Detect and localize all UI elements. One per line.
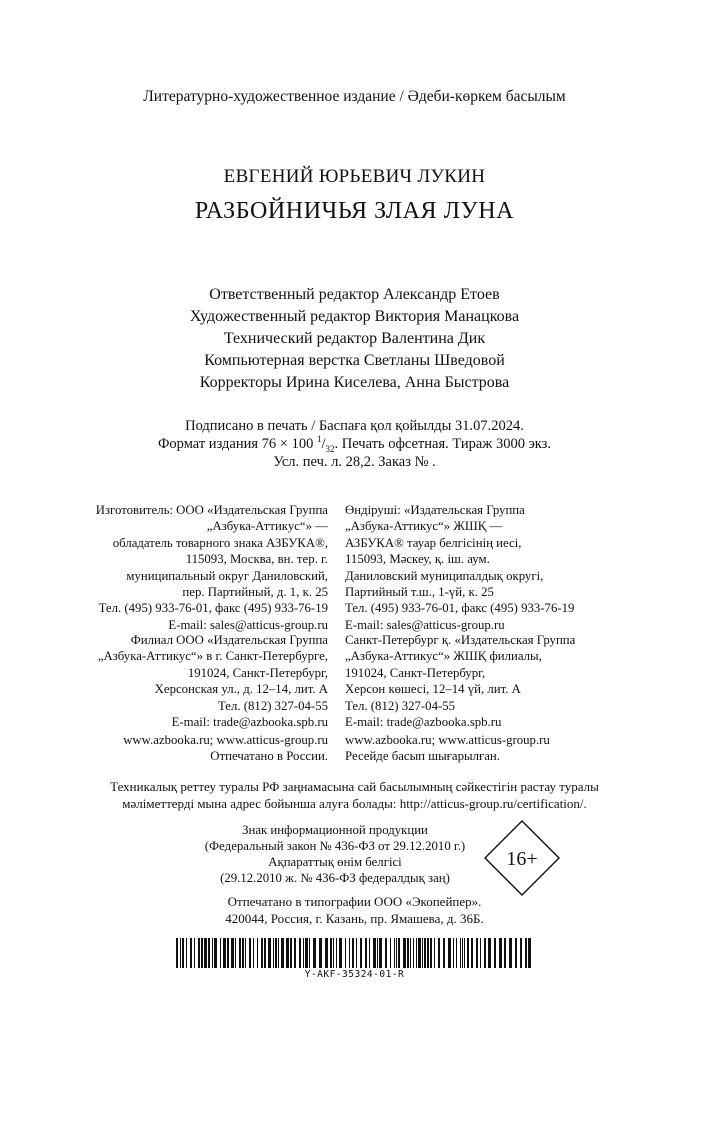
- manufacturer-kz: [345, 502, 574, 633]
- web-kz: [345, 732, 550, 765]
- barcode-bar: [345, 938, 346, 968]
- text-line: мәліметтерді мына адрес бойынша алуға болады: http://atticus-group.ru/certification/.: [122, 795, 587, 811]
- barcode-bar: [480, 938, 481, 968]
- barcode-text: Y-AKF-35324-01-R: [304, 969, 405, 980]
- text-line: Тел. (812) 327-04-55: [217, 698, 328, 713]
- barcode-bar: [182, 938, 184, 968]
- barcode-bar: [273, 938, 274, 968]
- text-line: Изготовитель: ООО «Издательская Группа: [95, 503, 328, 517]
- text-line: „Азбука-Аттикус“» в г. Санкт-Петербурге,: [97, 649, 328, 664]
- barcode-bar: [369, 938, 370, 968]
- barcode-bar: [186, 938, 187, 968]
- text-line: E-mail: trade@azbooka.spb.ru: [345, 715, 502, 730]
- barcode-bar: [515, 938, 517, 968]
- text-line: Тел. (495) 933-76-01, факс (495) 933-76-19: [345, 601, 575, 616]
- barcode-bar: [319, 938, 322, 968]
- barcode-bar: [190, 938, 192, 968]
- barcode-bar: [434, 938, 435, 968]
- text-line: 115093, Москва, вн. тер. г.: [185, 552, 328, 567]
- barcode-bar: [333, 938, 334, 968]
- credit-line: Ответственный редактор Александр Етоев: [209, 286, 500, 303]
- barcode-bar: [235, 938, 236, 968]
- barcode-bar: [520, 938, 522, 968]
- print-info: [0, 417, 709, 471]
- barcode-bar: [356, 938, 357, 968]
- barcode-bar: [390, 938, 391, 968]
- text-line: Партийный т.ш., 1-үй, к. 25: [345, 585, 494, 600]
- age-rating-badge: [482, 818, 562, 898]
- barcode-bar: [365, 938, 367, 968]
- barcode-bar: [416, 938, 417, 968]
- barcode-bar: [290, 938, 292, 968]
- barcode-bar: [453, 938, 454, 968]
- barcode-bar: [223, 938, 226, 968]
- signed-date: Подписано в печать / Баспаға қол қойылды 31.07.2024.: [185, 418, 524, 434]
- barcode-bar: [239, 938, 241, 968]
- barcode-bar: [249, 938, 251, 968]
- barcode-bar: [264, 938, 266, 968]
- text-line: муниципальный округ Даниловский,: [126, 568, 328, 583]
- text-line: E-mail: sales@atticus-group.ru: [345, 617, 505, 632]
- barcode-bar: [422, 938, 423, 968]
- text-line: „Азбука-Аттикус“» ЖШҚ филиалы,: [345, 649, 542, 664]
- text-line: Санкт-Петербург қ. «Издательская Группа: [345, 633, 576, 647]
- text-line: пер. Партийный, д. 1, к. 25: [182, 585, 328, 600]
- barcode-bar: [373, 938, 376, 968]
- barcode-bar: [418, 938, 421, 968]
- barcode-bar: [339, 938, 342, 968]
- text-line: Херсонская ул., д. 12–14, лит. А: [154, 682, 328, 697]
- certification-note: [0, 779, 709, 812]
- text-line: Ресейде басып шығарылған.: [345, 749, 500, 764]
- text-line: Отпечатано в России.: [210, 749, 328, 764]
- barcode-bar: [499, 938, 502, 968]
- barcode-bar: [413, 938, 414, 968]
- barcode-bar: [488, 938, 491, 968]
- barcode-bar: [281, 938, 284, 968]
- credit-line: Компьютерная верстка Светланы Шведовой: [204, 352, 505, 369]
- text-line: Техникалық реттеу туралы РФ заңнамасына сай басылымның сәйкестігін растау туралы: [110, 779, 599, 794]
- barcode-bar: [471, 938, 473, 968]
- barcode-bar: [305, 938, 308, 968]
- text-line: Филиал ООО «Издательская Группа: [130, 633, 328, 647]
- barcode-bar: [410, 938, 411, 968]
- barcode-bar: [303, 938, 304, 968]
- text-line: АЗБУКА® тауар белгісінің иесі,: [345, 535, 522, 550]
- barcode-bar: [180, 938, 181, 968]
- barcode-bar: [275, 938, 277, 968]
- text-line: Тел. (495) 933-76-01, факс (495) 933-76-19: [98, 601, 328, 616]
- barcode-bar: [467, 938, 469, 968]
- barcode-bar: [403, 938, 406, 968]
- text-line: Херсон көшесі, 12–14 үй, лит. А: [345, 682, 521, 697]
- barcode-bar: [204, 938, 207, 968]
- branch-kz: [345, 632, 575, 730]
- web-ru: [123, 732, 328, 765]
- barcode-bar: [448, 938, 451, 968]
- barcode-bar: [509, 938, 512, 968]
- barcode-bar: [407, 938, 409, 968]
- barcode-bar: [464, 938, 465, 968]
- barcode-bar: [504, 938, 506, 968]
- info-product-sign: [200, 822, 470, 886]
- barcode-bar: [460, 938, 461, 968]
- text-line: Тел. (812) 327-04-55: [345, 698, 456, 713]
- barcode-bar: [278, 938, 279, 968]
- barcode-bar: [294, 938, 296, 968]
- barcode-bar: [242, 938, 244, 968]
- text-line: E-mail: sales@atticus-group.ru: [168, 617, 328, 632]
- barcode-bar: [385, 938, 387, 968]
- text-line: www.azbooka.ru; www.atticus-group.ru: [345, 733, 550, 747]
- barcode-bar: [494, 938, 496, 968]
- barcode-bar: [325, 938, 328, 968]
- barcode-bar: [427, 938, 429, 968]
- text-line: (29.12.2010 ж. № 436-ФЗ федералдық заң): [220, 871, 450, 885]
- barcode-bar: [214, 938, 217, 968]
- barcode-bar: [443, 938, 445, 968]
- barcode-bar: [212, 938, 213, 968]
- age-rating-text: 16+: [506, 848, 538, 870]
- barcode-bar: [377, 938, 378, 968]
- credit-line: Художественный редактор Виктория Манацкова: [189, 308, 520, 325]
- barcode-bar: [430, 938, 432, 968]
- barcode-bar: [528, 938, 531, 968]
- barcode-bar: [201, 938, 203, 968]
- barcode-bar: [194, 938, 195, 968]
- barcode-bar: [268, 938, 271, 968]
- barcode-bar: [438, 938, 440, 968]
- barcode-bar: [456, 938, 457, 968]
- barcode-bar: [476, 938, 478, 968]
- text-line: Өндіруші: «Издательская Группа: [345, 503, 525, 517]
- barcode-bar: [336, 938, 337, 968]
- barcode: [176, 938, 533, 968]
- credits-block: [0, 284, 709, 394]
- barcode-bar: [309, 938, 310, 968]
- barcode-bar: [349, 938, 350, 968]
- barcode-bar: [227, 938, 229, 968]
- text-line: Знак информационной продукции: [242, 823, 428, 837]
- barcode-bar: [352, 938, 354, 968]
- barcode-bar: [398, 938, 400, 968]
- barcode-bar: [424, 938, 426, 968]
- text-line: Даниловский муниципалдық округі,: [345, 568, 544, 583]
- barcode-bar: [299, 938, 301, 968]
- barcode-bar: [198, 938, 200, 968]
- barcode-bar: [396, 938, 397, 968]
- text-line: „Азбука-Аттикус“» ЖШҚ —: [345, 519, 503, 534]
- text-line: „Азбука-Аттикус“» —: [206, 519, 328, 534]
- barcode-bar: [231, 938, 234, 968]
- barcode-bar: [176, 938, 178, 968]
- barcode-bar: [360, 938, 362, 968]
- text-line: 191024, Санкт-Петербург,: [187, 665, 328, 680]
- text-line: (Федеральный закон № 436-ФЗ от 29.12.2010 г.): [204, 839, 466, 853]
- credit-line: Технический редактор Валентина Дик: [223, 330, 486, 347]
- barcode-bar: [257, 938, 258, 968]
- barcode-bar: [394, 938, 395, 968]
- barcode-bar: [313, 938, 316, 968]
- barcode-bar: [208, 938, 210, 968]
- printer-info: [0, 894, 709, 927]
- credit-line: Корректоры Ирина Киселева, Анна Быстрова: [199, 374, 510, 391]
- text-line: 191024, Санкт-Петербург,: [345, 665, 486, 680]
- barcode-bar: [330, 938, 332, 968]
- text-line: 420044, Россия, г. Казань, пр. Ямашева, д. 36Б.: [225, 910, 484, 926]
- barcode-bar: [245, 938, 246, 968]
- text-line: Отпечатано в типографии ООО «Экопейпер».: [227, 894, 482, 909]
- barcode-bar: [261, 938, 263, 968]
- barcode-bar: [525, 938, 527, 968]
- format-line: Формат издания 76 × 100 $^1/_{32}$. Печать офсетная. Тираж 3000 экз.: [157, 434, 552, 454]
- text-line: www.azbooka.ru; www.atticus-group.ru: [123, 733, 328, 747]
- barcode-bar: [379, 938, 382, 968]
- barcode-bar: [253, 938, 254, 968]
- author-name: ЕВГЕНИЙ ЮРЬЕВИЧ ЛУКИН: [223, 166, 486, 187]
- series-label: Литературно-художественное издание / Әдеби-көркем басылым: [143, 88, 566, 105]
- barcode-bar: [220, 938, 221, 968]
- barcode-bar: [484, 938, 486, 968]
- sheets-line: Усл. печ. л. 28,2. Заказ № .: [273, 454, 436, 470]
- barcode-bar: [462, 938, 463, 968]
- barcode-bar: [286, 938, 289, 968]
- text-line: обладатель товарного знака АЗБУКА®,: [112, 535, 328, 550]
- text-line: Ақпараттық өнім белгісі: [268, 855, 402, 869]
- text-line: E-mail: trade@azbooka.spb.ru: [171, 715, 328, 730]
- text-line: 115093, Мәскеу, қ. іш. аум.: [345, 552, 490, 567]
- branch-ru: [98, 632, 328, 730]
- manufacturer-ru: [96, 502, 328, 633]
- book-title: РАЗБОЙНИЧЬЯ ЗЛАЯ ЛУНА: [194, 198, 515, 224]
